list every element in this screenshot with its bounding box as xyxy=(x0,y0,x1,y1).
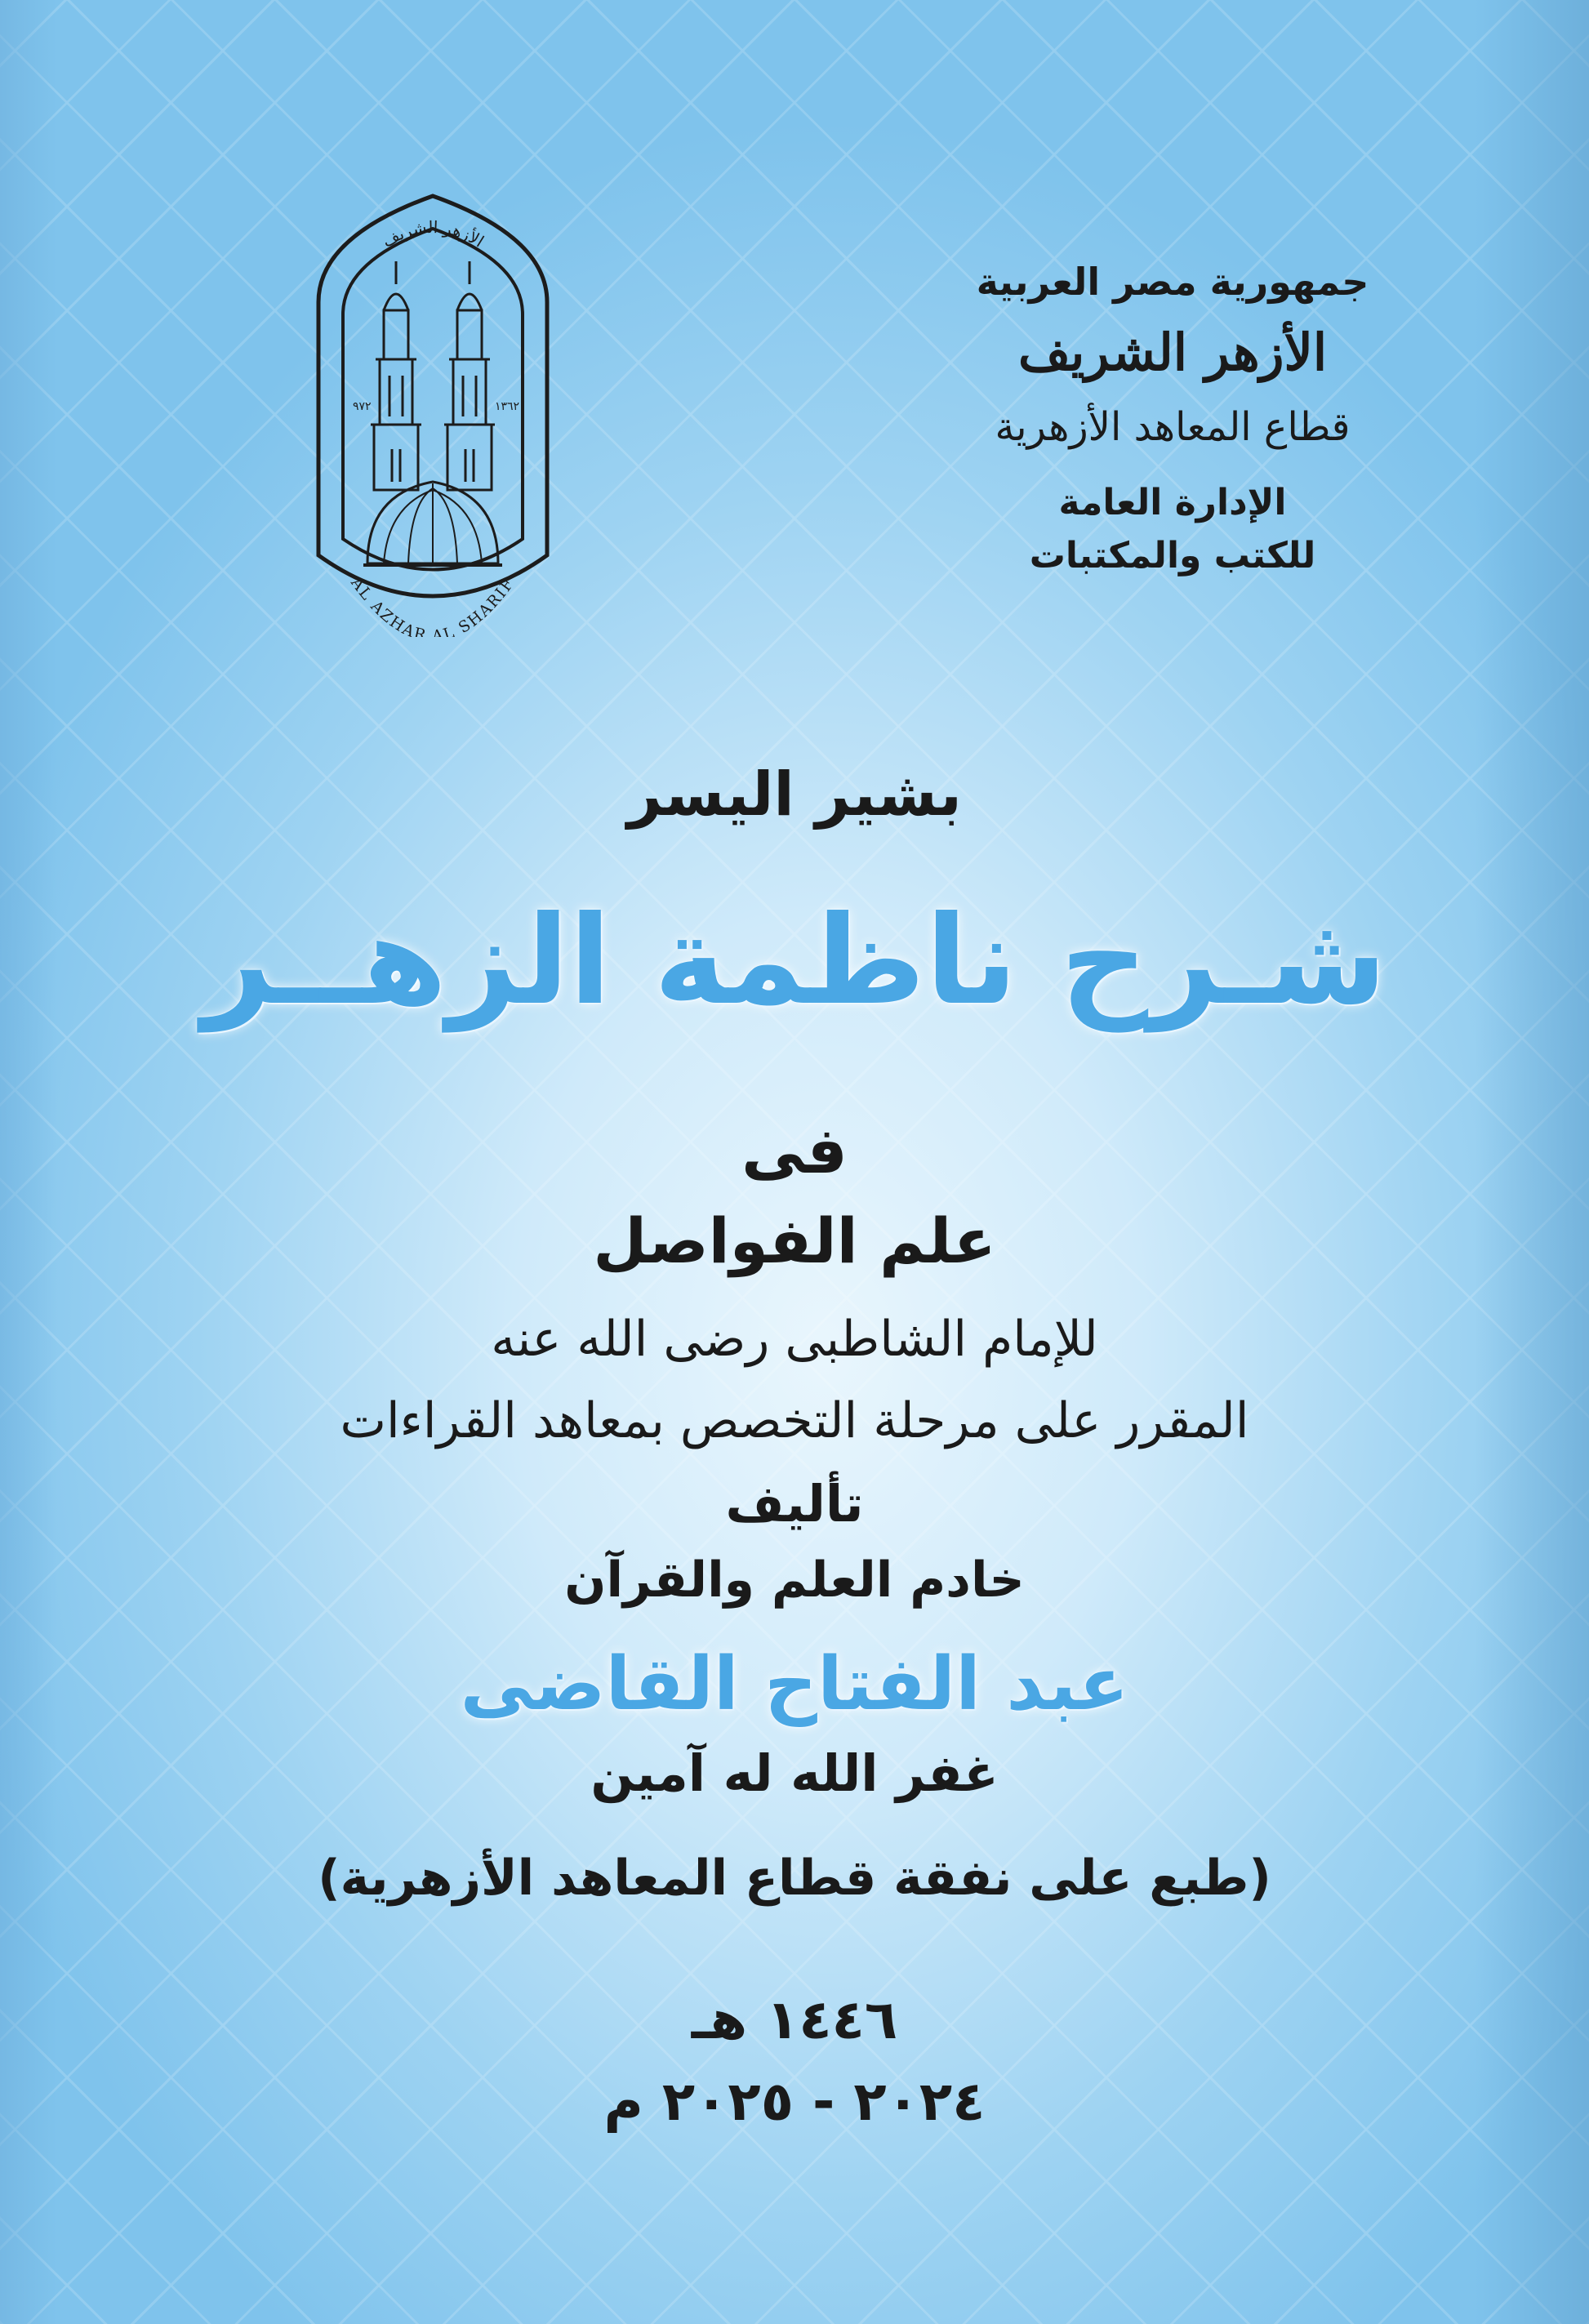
book-authorship: تأليف xyxy=(725,1474,864,1534)
al-azhar-emblem xyxy=(302,180,563,637)
header-department: للكتب والمكتبات xyxy=(1029,535,1316,577)
book-title: شـرح ناظمة الزهــر xyxy=(202,890,1387,1032)
book-author-name: عبد الفتاح القاضى xyxy=(460,1641,1129,1727)
emblem-year-left: ٩٧٢ xyxy=(353,400,372,413)
book-prayer: غفر الله له آمين xyxy=(590,1743,999,1803)
emblem-arabic-text: الأزهر الشريف xyxy=(378,216,487,252)
book-line-fi: فى xyxy=(741,1115,848,1188)
book-curriculum: المقرر على مرحلة التخصص بمعاهد القراءات xyxy=(340,1392,1249,1449)
book-supertitle: بشير اليسر xyxy=(627,759,962,830)
header-sector: قطاع المعاهد الأزهرية xyxy=(995,404,1351,450)
book-imam: للإمام الشاطبى رضى الله عنه xyxy=(491,1311,1098,1368)
header-institution: الأزهر الشريف xyxy=(1017,323,1328,382)
book-gregorian-years: ٢٠٢٤ - ٢٠٢٥ م xyxy=(603,2070,986,2133)
emblem-latin-text: AL AZHAR AL SHARIF xyxy=(347,574,519,637)
book-subject: علم الفواصل xyxy=(593,1204,996,1277)
book-author-epithet: خادم العلم والقرآن xyxy=(564,1552,1025,1609)
book-printing-note: (طبع على نفقة قطاع المعاهد الأزهرية) xyxy=(318,1850,1271,1907)
book-hijri-year: ١٤٤٦ هـ xyxy=(691,1988,898,2051)
emblem-year-right: ١٣٦٢ xyxy=(495,400,520,413)
header-administration: الإدارة العامة xyxy=(1058,482,1287,523)
header-country: جمهورية مصر العربية xyxy=(976,260,1369,304)
